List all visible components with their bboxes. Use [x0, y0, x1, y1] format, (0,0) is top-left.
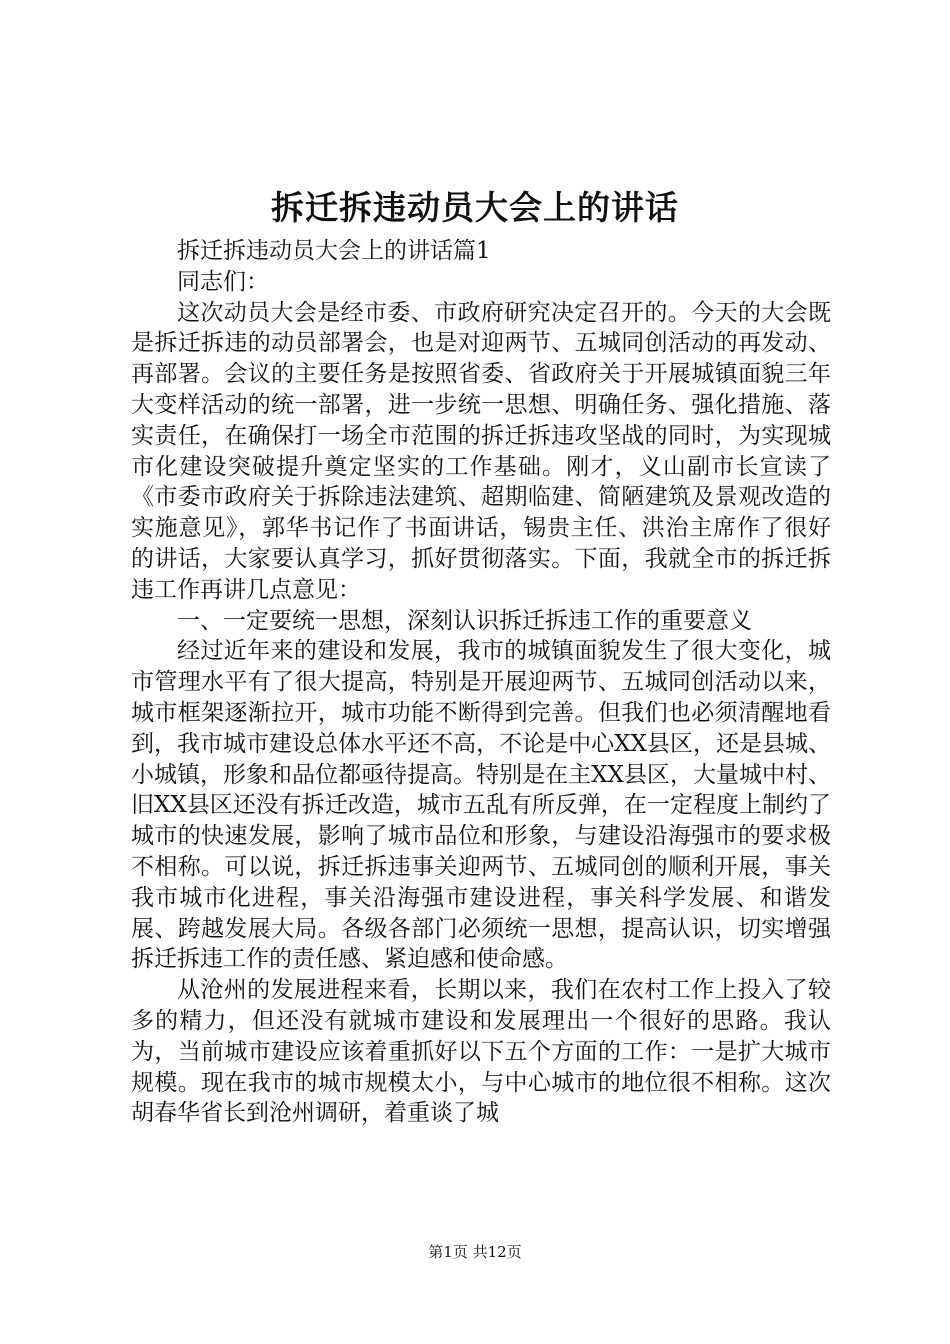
document-title: 拆迁拆违动员大会上的讲话: [271, 188, 679, 227]
page-number: 第1页 共12页: [428, 1243, 522, 1261]
subheading: 一、一定要统一思想，深刻认识拆迁拆违工作的重要意义: [177, 607, 752, 634]
document-body: [131, 236, 831, 1129]
paragraph: 这次动员大会是经市委、市政府研究决定召开的。今天的大会既是拆迁拆违的动员部署会，也是对迎两节、五城同创活动的再发动、再部署。会议的主要任务是按照省委、省政府关于开展城镇面貌三年大变样活动的统一部署，进一步统一思想、明确任务、强化措施、落实责任，在确保打一场全市范围的拆迁拆违攻坚战的同时，为实现城市化建设突破提升奠定坚实的工作基础。刚才，义山副市长宣读了《市委市政府关于拆除违法建筑、超期临建、简陋建筑及景观改造的实施意见》，郭华书记作了书面讲话，锡贵主任、洪治主席作了很好的讲话，大家要认真学习，抓好贯彻落实。下面，我就全市的拆迁拆违工作再讲几点意见：: [131, 299, 831, 603]
section-heading: 拆迁拆违动员大会上的讲话篇1: [177, 238, 491, 264]
paragraph: 从沧州的发展进程来看，长期以来，我们在农村工作上投入了较多的精力，但还没有就城市建设和发展理出一个很好的思路。我认为，当前城市建设应该着重抓好以下五个方面的工作：一是扩大城市规模。现在我市的城市规模太小，与中心城市的地位很不相称。这次胡春华省长到沧州调研，着重谈了城: [131, 977, 831, 1127]
paragraph: 经过近年来的建设和发展，我市的城镇面貌发生了很大变化，城市管理水平有了很大提高，特别是开展迎两节、五城同创活动以来，城市框架逐渐拉开，城市功能不断得到完善。但我们也必须清醒地看到，我市城市建设总体水平还不高，不论是中心XX县区，还是县城、小城镇，形象和品位都亟待提高。特别是在主XX县区，大量城中村、旧XX县区还没有拆迁改造，城市五乱有所反弹，在一定程度上制约了城市的快速发展，影响了城市品位和形象，与建设沿海强市的要求极不相称。可以说，拆迁拆违事关迎两节、五城同创的顺利开展，事关我市城市化进程，事关沿海强市建设进程，事关科学发展、和谐发展、跨越发展大局。各级各部门必须统一思想，提高认识，切实增强拆迁拆违工作的责任感、紧迫感和使命感。: [131, 638, 831, 973]
salutation: 同志们：: [177, 268, 269, 295]
